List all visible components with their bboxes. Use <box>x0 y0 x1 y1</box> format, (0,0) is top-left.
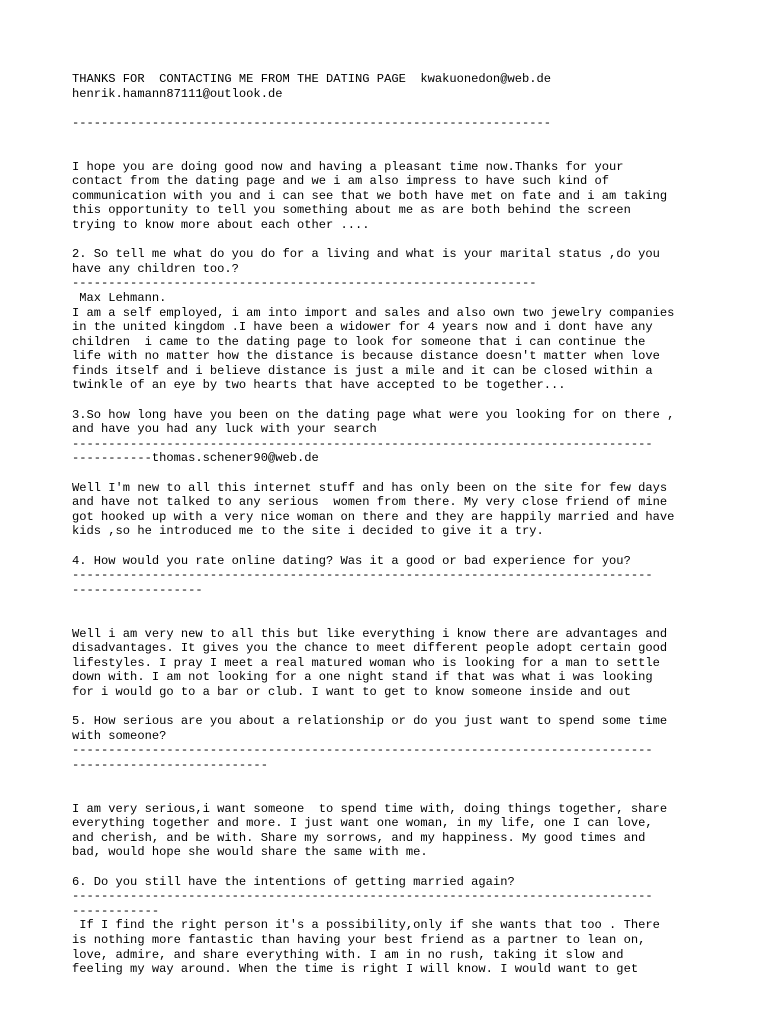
document-line: love, admire, and share everything with. I am in no rush, taking it slow and <box>72 947 624 962</box>
document-line: and have not talked to any serious women from there. My very close friend of mine <box>72 495 668 510</box>
document-line: trying to know more about each other .... <box>72 217 370 232</box>
document-line <box>72 233 712 248</box>
document-line: disadvantages. It gives you the chance to meet different people adopt certain good <box>72 641 668 656</box>
document-line: lifestyles. I pray I meet a real matured woman who is looking for a man to settle <box>72 655 660 670</box>
document-line <box>72 612 712 627</box>
document-line: down with. I am not looking for a one night stand if that was what i was looking <box>72 670 653 685</box>
document-line: bad, would hope she would share the same with me. <box>72 845 428 860</box>
document-line: and have you had any luck with your search <box>72 422 377 437</box>
document-line: Well I'm new to all this internet stuff and has only been on the site for few days <box>72 480 668 495</box>
document-line: -------------------------------------------------------------------------------- <box>72 436 653 451</box>
document-line: twinkle of an eye by two hearts that have accepted to be together... <box>72 378 566 393</box>
document-line: Max Lehmann. <box>72 290 167 305</box>
document-line <box>72 773 712 788</box>
document-line: ---------------------------------------------------------------- <box>72 276 537 291</box>
document-line: with someone? <box>72 728 167 743</box>
document-line: everything together and more. I just want one woman, in my life, one I can love, <box>72 816 653 831</box>
document-line: is nothing more fantastic than having your best friend as a partner to lean on, <box>72 933 646 948</box>
document-line: I hope you are doing good now and having a pleasant time now.Thanks for your <box>72 159 624 174</box>
document-line <box>72 787 712 802</box>
document-line: Well i am very new to all this but like everything i know there are advantages and <box>72 626 668 641</box>
document-line: ------------------------------------------------------------------ <box>72 115 551 130</box>
document-line: 5. How serious are you about a relationship or do you just want to spend some time <box>72 714 668 729</box>
document-line: got hooked up with a very nice woman on there and they are happily married and have <box>72 509 675 524</box>
document-line: feeling my way around. When the time is right I will know. I would want to get <box>72 962 639 977</box>
document-line: have any children too.? <box>72 261 239 276</box>
document-line: If I find the right person it's a possibility,only if she wants that too . There <box>72 918 660 933</box>
document-line: this opportunity to tell you something about me as are both behind the screen <box>72 203 631 218</box>
document-line: THANKS FOR CONTACTING ME FROM THE DATING PAGE kwakuonedon@web.de <box>72 72 551 86</box>
document-line: for i would go to a bar or club. I want to get to know someone inside and out <box>72 684 631 699</box>
document-line <box>72 539 712 554</box>
document-line: and cherish, and be with. Share my sorrows, and my happiness. My good times and <box>72 830 646 845</box>
document-line: communication with you and i can see that we both have met on fate and i am taking <box>72 188 668 203</box>
document-line: -----------thomas.schener90@web.de <box>72 451 319 466</box>
document-line <box>72 393 712 408</box>
document-line: kids ,so he introduced me to the site i decided to give it a try. <box>72 524 544 539</box>
document-line <box>72 597 712 612</box>
document-line: 2. So tell me what do you do for a living and what is your marital status ,do you <box>72 247 660 262</box>
document-line: -------------------------------------------------------------------------------- <box>72 889 653 904</box>
document-line: 6. Do you still have the intentions of getting married again? <box>72 874 515 889</box>
document-line: finds itself and i believe distance is just a mile and it can be closed within a <box>72 363 653 378</box>
document-line <box>72 860 712 875</box>
document-line <box>72 466 712 481</box>
document-line: henrik.hamann87111@outlook.de <box>72 86 283 101</box>
document-line: --------------------------- <box>72 757 268 772</box>
document-page <box>72 72 712 977</box>
document-line <box>72 130 712 145</box>
document-line: 4. How would you rate online dating? Was it a good or bad experience for you? <box>72 553 631 568</box>
document-line: in the united kingdom .I have been a widower for 4 years now and i dont have any <box>72 320 653 335</box>
document-line: I am a self employed, i am into import and sales and also own two jewelry companies <box>72 305 675 320</box>
document-line: I am very serious,i want someone to spend time with, doing things together, share <box>72 801 668 816</box>
document-line <box>72 101 712 116</box>
document-line: ------------------ <box>72 582 203 597</box>
document-line: ------------ <box>72 903 160 918</box>
document-line: -------------------------------------------------------------------------------- <box>72 568 653 583</box>
document-line <box>72 700 712 715</box>
document-line: -------------------------------------------------------------------------------- <box>72 743 653 758</box>
document-line <box>72 145 712 160</box>
document-line: 3.So how long have you been on the dating page what were you looking for on there , <box>72 407 675 422</box>
document-line: contact from the dating page and we i am also impress to have such kind of <box>72 174 610 189</box>
document-line: life with no matter how the distance is because distance doesn't matter when love <box>72 349 660 364</box>
document-line: children i came to the dating page to look for someone that i can continue the <box>72 334 646 349</box>
